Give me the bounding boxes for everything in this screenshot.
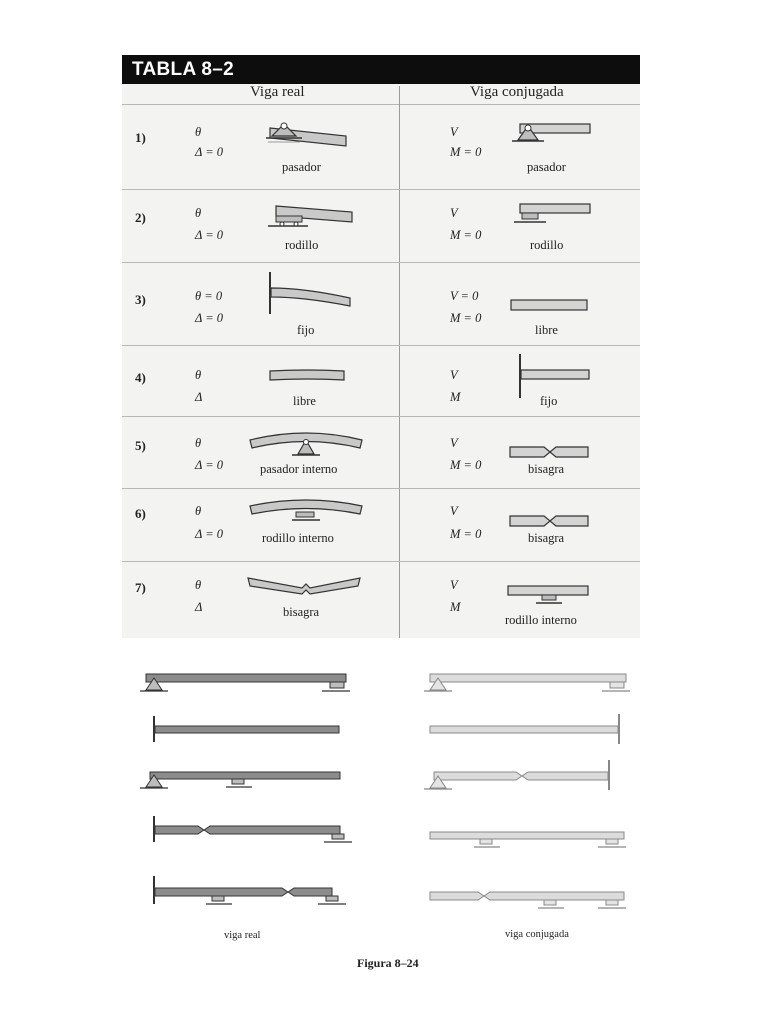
real-condition-b: Δ = 0 [195, 527, 224, 541]
conj-support-label: bisagra [528, 531, 565, 545]
conj-condition-a: V = 0 [450, 289, 479, 303]
real-support-label: libre [293, 394, 316, 408]
free-end-conjugate-diagram [510, 298, 590, 312]
row-number: 7) [135, 580, 146, 595]
conj-support-label: bisagra [528, 462, 565, 476]
hinge-beam-diagram [246, 570, 362, 598]
real-support-label: pasador interno [260, 462, 338, 476]
real-support-label: rodillo interno [262, 531, 334, 545]
caption-conjugate-beam: viga conjugada [505, 929, 569, 940]
real-condition-a: θ [195, 125, 202, 139]
real-condition-a: θ [195, 368, 202, 382]
row-divider [122, 561, 640, 562]
table-title: TABLA 8–2 [132, 59, 234, 80]
fixed-support-conjugate-diagram [514, 352, 594, 400]
row-number: 4) [135, 370, 146, 385]
table-title-bar [122, 55, 640, 84]
real-condition-a: θ [195, 206, 202, 220]
real-support-label: pasador [282, 160, 321, 174]
real-condition-b: Δ [195, 600, 203, 614]
conj-condition-a: V [450, 436, 458, 450]
conj-support-label: libre [535, 323, 558, 337]
conj-support-label: fijo [540, 394, 558, 408]
real-support-label: bisagra [283, 605, 320, 619]
conj-condition-b: M [450, 390, 461, 404]
hinge-conjugate-diagram [508, 444, 592, 460]
row-divider [122, 488, 640, 489]
roller-support-beam-diagram [262, 194, 362, 234]
conj-condition-b: M [450, 600, 461, 614]
caption-real-beam: viga real [224, 930, 261, 941]
conj-support-label: rodillo [530, 238, 564, 252]
internal-roller-beam-diagram [248, 494, 364, 526]
row-divider [122, 189, 640, 190]
row-number: 3) [135, 292, 146, 307]
real-support-label: fijo [297, 323, 315, 337]
real-condition-b: Δ = 0 [195, 458, 224, 472]
real-condition-a: θ [195, 436, 202, 450]
conj-condition-a: V [450, 578, 458, 592]
real-condition-a: θ [195, 578, 202, 592]
free-end-beam-diagram [268, 368, 348, 384]
internal-pin-beam-diagram [248, 424, 364, 462]
conj-condition-b: M = 0 [450, 228, 482, 242]
row-divider [122, 416, 640, 417]
conj-condition-b: M = 0 [450, 145, 482, 159]
row-number: 6) [135, 506, 146, 521]
internal-roller-conjugate-diagram [506, 583, 592, 609]
row-divider [122, 262, 640, 263]
real-condition-b: Δ [195, 390, 203, 404]
conj-condition-b: M = 0 [450, 527, 482, 541]
row-number: 5) [135, 438, 146, 453]
row-number: 1) [135, 130, 146, 145]
row-divider [122, 345, 640, 346]
conj-condition-b: M = 0 [450, 311, 482, 325]
conjugate-beams-figure [420, 664, 636, 914]
real-condition-b: Δ = 0 [195, 228, 224, 242]
conj-condition-a: V [450, 504, 458, 518]
hinge-conjugate-diagram [508, 513, 592, 529]
real-beams-figure [136, 664, 358, 914]
conj-condition-b: M = 0 [450, 458, 482, 472]
real-condition-b: Δ = 0 [195, 145, 224, 159]
conj-support-label: rodillo interno [505, 613, 577, 627]
real-condition-a: θ [195, 504, 202, 518]
figure-caption: Figura 8–24 [357, 956, 419, 970]
conj-support-label: pasador [527, 160, 566, 174]
fixed-support-beam-diagram [264, 270, 354, 316]
row-number: 2) [135, 210, 146, 225]
roller-support-conjugate-diagram [510, 196, 594, 230]
conj-condition-a: V [450, 125, 458, 139]
real-condition-a: θ = 0 [195, 289, 223, 303]
column-header-real: Viga real [250, 84, 305, 100]
column-header-conjugate: Viga conjugada [470, 84, 564, 100]
pin-support-beam-diagram [262, 114, 362, 154]
real-condition-b: Δ = 0 [195, 311, 224, 325]
conj-condition-a: V [450, 368, 458, 382]
column-divider [399, 86, 400, 638]
pin-support-conjugate-diagram [512, 116, 594, 146]
conj-condition-a: V [450, 206, 458, 220]
real-support-label: rodillo [285, 238, 319, 252]
header-divider [122, 104, 640, 105]
